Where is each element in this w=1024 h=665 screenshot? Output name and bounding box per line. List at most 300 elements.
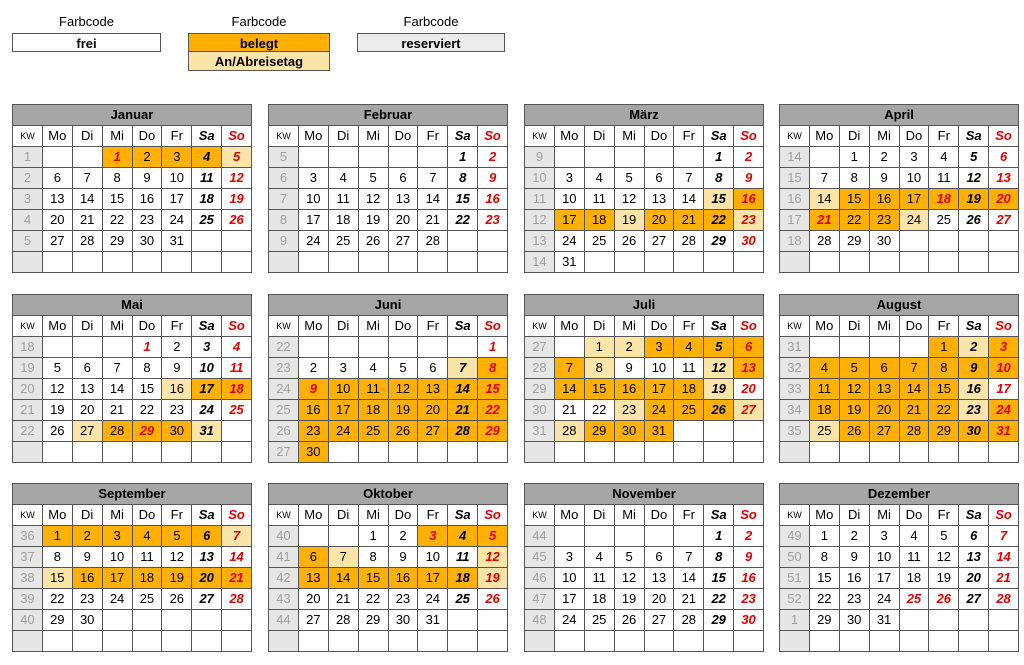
day-cell: 25 [358, 421, 388, 442]
month-mai [12, 294, 252, 463]
month-table [779, 483, 1019, 652]
day-cell: 20 [192, 568, 222, 589]
day-cell [959, 610, 989, 631]
week-row [13, 210, 252, 231]
day-cell: 26 [478, 589, 508, 610]
week-row [269, 421, 508, 442]
day-cell: 27 [869, 421, 899, 442]
legend-box-reserviert: reserviert [357, 33, 505, 52]
day-cell [448, 610, 478, 631]
day-cell: 6 [644, 547, 674, 568]
day-cell: 27 [42, 231, 72, 252]
day-cell: 23 [388, 589, 418, 610]
kw-number: 3 [13, 189, 43, 210]
day-cell: 28 [418, 231, 448, 252]
day-cell: 2 [132, 147, 162, 168]
month-januar [12, 104, 252, 273]
day-cell: 13 [989, 168, 1019, 189]
day-cell: 14 [899, 379, 929, 400]
week-row [780, 168, 1019, 189]
day-cell: 29 [358, 610, 388, 631]
day-cell: 19 [388, 400, 418, 421]
day-cell: 15 [704, 568, 734, 589]
day-cell [358, 147, 388, 168]
day-cell: 31 [644, 421, 674, 442]
day-cell: 18 [584, 210, 614, 231]
day-cell: 17 [328, 400, 358, 421]
day-cell: 9 [388, 547, 418, 568]
day-cell: 2 [734, 147, 764, 168]
day-cell: 4 [584, 547, 614, 568]
day-cell: 18 [448, 568, 478, 589]
day-cell [614, 526, 644, 547]
weekday-header: Do [644, 505, 674, 526]
month-dezember [779, 483, 1019, 652]
day-cell: 2 [72, 526, 102, 547]
week-row [780, 231, 1019, 252]
day-cell [959, 231, 989, 252]
day-cell: 10 [162, 168, 192, 189]
week-row [269, 147, 508, 168]
weekday-header: So [734, 126, 764, 147]
day-cell [328, 442, 358, 463]
day-cell: 17 [869, 568, 899, 589]
day-cell: 4 [132, 526, 162, 547]
kw-number: 5 [269, 147, 299, 168]
day-cell [704, 631, 734, 652]
day-cell [448, 442, 478, 463]
month-table [268, 294, 508, 463]
day-cell: 16 [734, 189, 764, 210]
day-cell: 14 [674, 568, 704, 589]
day-cell: 13 [192, 547, 222, 568]
week-row [525, 610, 764, 631]
kw-number: 5 [13, 231, 43, 252]
day-cell [674, 526, 704, 547]
kw-number: 14 [780, 147, 810, 168]
week-row [269, 337, 508, 358]
day-cell [328, 147, 358, 168]
week-row [269, 526, 508, 547]
weekday-header: Mi [869, 316, 899, 337]
day-cell: 25 [899, 589, 929, 610]
week-row [13, 547, 252, 568]
legend-box-an-abreisetag: An/Abreisetag [188, 52, 330, 71]
kw-number: 30 [525, 400, 555, 421]
day-cell: 24 [554, 231, 584, 252]
weekday-header: So [989, 505, 1019, 526]
day-cell [388, 442, 418, 463]
day-cell: 3 [418, 526, 448, 547]
day-cell: 23 [734, 589, 764, 610]
day-cell: 22 [448, 210, 478, 231]
weekday-header: Mo [809, 316, 839, 337]
day-cell: 30 [72, 610, 102, 631]
day-cell [298, 147, 328, 168]
day-cell: 26 [358, 231, 388, 252]
day-cell [989, 442, 1019, 463]
month-table [779, 104, 1019, 273]
day-cell: 23 [298, 421, 328, 442]
month-august [779, 294, 1019, 463]
day-cell: 7 [674, 168, 704, 189]
weekday-header: Sa [192, 126, 222, 147]
day-cell [809, 252, 839, 273]
day-cell [192, 442, 222, 463]
day-cell [839, 631, 869, 652]
day-cell [448, 337, 478, 358]
day-cell: 26 [222, 210, 252, 231]
day-cell: 15 [42, 568, 72, 589]
month-table [12, 483, 252, 652]
day-cell [584, 442, 614, 463]
day-cell: 5 [959, 147, 989, 168]
day-cell [358, 442, 388, 463]
day-cell: 23 [614, 400, 644, 421]
day-cell [809, 442, 839, 463]
day-cell: 9 [162, 358, 192, 379]
week-row [13, 442, 252, 463]
day-cell: 20 [989, 189, 1019, 210]
week-row [525, 442, 764, 463]
weekday-header: Mo [554, 316, 584, 337]
weekday-header: Sa [448, 505, 478, 526]
day-cell: 25 [132, 589, 162, 610]
day-cell: 29 [102, 231, 132, 252]
day-cell: 13 [388, 189, 418, 210]
day-cell [388, 252, 418, 273]
day-cell: 3 [554, 168, 584, 189]
day-cell: 25 [809, 421, 839, 442]
day-cell: 28 [448, 421, 478, 442]
weekday-header-row [269, 505, 508, 526]
day-cell: 3 [899, 147, 929, 168]
day-cell: 6 [42, 168, 72, 189]
week-row [13, 631, 252, 652]
day-cell: 13 [42, 189, 72, 210]
day-cell: 21 [674, 589, 704, 610]
week-row [780, 631, 1019, 652]
day-cell: 7 [899, 358, 929, 379]
day-cell: 1 [704, 526, 734, 547]
weekday-header: Fr [674, 126, 704, 147]
day-cell: 30 [869, 231, 899, 252]
day-cell [584, 631, 614, 652]
kw-number: 16 [780, 189, 810, 210]
week-row [525, 168, 764, 189]
kw-number: 40 [13, 610, 43, 631]
day-cell: 16 [959, 379, 989, 400]
day-cell [72, 442, 102, 463]
week-row [780, 442, 1019, 463]
weekday-header: Do [899, 316, 929, 337]
day-cell: 11 [132, 547, 162, 568]
day-cell: 23 [869, 210, 899, 231]
week-row [780, 358, 1019, 379]
day-cell: 22 [478, 400, 508, 421]
day-cell: 18 [809, 400, 839, 421]
day-cell: 1 [704, 147, 734, 168]
day-cell: 2 [162, 337, 192, 358]
day-cell: 4 [192, 147, 222, 168]
weekday-header-row [269, 316, 508, 337]
week-row [525, 589, 764, 610]
week-row [525, 231, 764, 252]
day-cell: 14 [674, 189, 704, 210]
weekday-header: So [478, 126, 508, 147]
day-cell: 30 [839, 610, 869, 631]
day-cell: 5 [388, 358, 418, 379]
day-cell: 29 [839, 231, 869, 252]
day-cell: 18 [358, 400, 388, 421]
day-cell: 11 [584, 189, 614, 210]
day-cell: 28 [989, 589, 1019, 610]
day-cell: 8 [132, 358, 162, 379]
kw-number [780, 442, 810, 463]
day-cell: 11 [929, 168, 959, 189]
day-cell: 11 [809, 379, 839, 400]
day-cell [839, 252, 869, 273]
weekday-header: Fr [674, 505, 704, 526]
day-cell: 24 [192, 400, 222, 421]
day-cell: 3 [102, 526, 132, 547]
day-cell [554, 442, 584, 463]
day-cell: 10 [192, 358, 222, 379]
day-cell: 19 [839, 400, 869, 421]
kw-number: 1 [780, 610, 810, 631]
weekday-header: Sa [192, 505, 222, 526]
kw-number: 48 [525, 610, 555, 631]
day-cell: 29 [704, 231, 734, 252]
month-title: April [780, 105, 1019, 126]
legend-title: Farbcode [59, 14, 114, 29]
kw-number [525, 631, 555, 652]
day-cell: 23 [959, 400, 989, 421]
day-cell [734, 631, 764, 652]
day-cell: 21 [72, 210, 102, 231]
day-cell: 11 [899, 547, 929, 568]
day-cell: 29 [809, 610, 839, 631]
day-cell: 21 [222, 568, 252, 589]
day-cell [989, 231, 1019, 252]
day-cell: 12 [358, 189, 388, 210]
day-cell: 17 [554, 589, 584, 610]
day-cell: 30 [734, 610, 764, 631]
day-cell: 14 [448, 379, 478, 400]
day-cell: 14 [328, 568, 358, 589]
kw-number [269, 631, 299, 652]
day-cell: 27 [644, 231, 674, 252]
week-row [780, 337, 1019, 358]
weekday-header: So [734, 316, 764, 337]
day-cell [478, 231, 508, 252]
day-cell: 28 [554, 421, 584, 442]
day-cell: 20 [734, 379, 764, 400]
kw-number: 12 [525, 210, 555, 231]
week-row [525, 210, 764, 231]
weekday-header: Di [584, 126, 614, 147]
day-cell: 18 [584, 589, 614, 610]
day-cell: 2 [959, 337, 989, 358]
week-row [269, 210, 508, 231]
day-cell: 20 [644, 210, 674, 231]
kw-number: 28 [525, 358, 555, 379]
month-table [268, 104, 508, 273]
day-cell: 26 [614, 231, 644, 252]
weekday-header: Sa [704, 316, 734, 337]
kw-number [13, 252, 43, 273]
week-row [525, 526, 764, 547]
day-cell: 9 [734, 547, 764, 568]
day-cell: 3 [989, 337, 1019, 358]
weekday-header: So [989, 126, 1019, 147]
day-cell: 30 [959, 421, 989, 442]
day-cell: 12 [162, 547, 192, 568]
day-cell: 12 [388, 379, 418, 400]
weekday-header: Di [328, 316, 358, 337]
day-cell [192, 231, 222, 252]
day-cell [704, 442, 734, 463]
day-cell: 14 [222, 547, 252, 568]
day-cell [72, 631, 102, 652]
day-cell [614, 252, 644, 273]
weekday-header-row [13, 316, 252, 337]
weekday-header-row [525, 316, 764, 337]
day-cell: 6 [388, 168, 418, 189]
day-cell: 19 [478, 568, 508, 589]
month-title-row [13, 105, 252, 126]
weekday-header: Do [388, 505, 418, 526]
weekday-header: Fr [674, 316, 704, 337]
day-cell [162, 252, 192, 273]
day-cell: 17 [989, 379, 1019, 400]
weekday-header: Fr [162, 316, 192, 337]
day-cell [102, 442, 132, 463]
day-cell [298, 252, 328, 273]
day-cell: 17 [192, 379, 222, 400]
week-row [525, 358, 764, 379]
day-cell: 20 [418, 400, 448, 421]
week-row [13, 526, 252, 547]
weekday-header: Sa [959, 316, 989, 337]
day-cell: 7 [674, 547, 704, 568]
day-cell: 29 [132, 421, 162, 442]
day-cell: 29 [704, 610, 734, 631]
day-cell: 26 [959, 210, 989, 231]
day-cell: 30 [298, 442, 328, 463]
month-title: Mai [13, 295, 252, 316]
day-cell [478, 442, 508, 463]
kw-number [269, 252, 299, 273]
day-cell: 4 [929, 147, 959, 168]
week-row [780, 547, 1019, 568]
kw-number: 10 [525, 168, 555, 189]
weekday-header: Sa [704, 505, 734, 526]
day-cell: 9 [614, 358, 644, 379]
day-cell [674, 252, 704, 273]
day-cell: 2 [478, 147, 508, 168]
week-row [269, 568, 508, 589]
day-cell [162, 442, 192, 463]
kw-number: 25 [269, 400, 299, 421]
day-cell: 6 [644, 168, 674, 189]
day-cell [869, 442, 899, 463]
weekday-header: Mi [614, 505, 644, 526]
kw-number: 1 [13, 147, 43, 168]
day-cell: 12 [42, 379, 72, 400]
day-cell: 9 [478, 168, 508, 189]
day-cell: 11 [448, 547, 478, 568]
kw-number [780, 252, 810, 273]
day-cell: 5 [358, 168, 388, 189]
day-cell: 21 [899, 400, 929, 421]
weekday-header: Fr [418, 316, 448, 337]
weekday-header: So [478, 505, 508, 526]
day-cell: 5 [222, 147, 252, 168]
month-table [12, 104, 252, 273]
day-cell: 26 [42, 421, 72, 442]
day-cell: 10 [989, 358, 1019, 379]
day-cell: 25 [929, 210, 959, 231]
day-cell: 20 [298, 589, 328, 610]
day-cell: 21 [809, 210, 839, 231]
day-cell [929, 252, 959, 273]
day-cell: 11 [584, 568, 614, 589]
day-cell: 16 [132, 189, 162, 210]
day-cell: 9 [734, 168, 764, 189]
day-cell [162, 631, 192, 652]
kw-header: KW [269, 126, 299, 147]
day-cell [478, 252, 508, 273]
day-cell [102, 610, 132, 631]
day-cell: 30 [614, 421, 644, 442]
weekday-header: Do [132, 126, 162, 147]
day-cell: 15 [704, 189, 734, 210]
day-cell: 31 [869, 610, 899, 631]
day-cell: 25 [192, 210, 222, 231]
day-cell: 2 [839, 526, 869, 547]
weekday-header: So [222, 126, 252, 147]
day-cell: 21 [102, 400, 132, 421]
day-cell: 24 [328, 421, 358, 442]
day-cell: 24 [162, 210, 192, 231]
day-cell: 3 [298, 168, 328, 189]
weekday-header: Do [132, 505, 162, 526]
day-cell: 7 [418, 168, 448, 189]
weekday-header: Do [388, 316, 418, 337]
day-cell: 16 [734, 568, 764, 589]
day-cell: 3 [869, 526, 899, 547]
day-cell: 30 [388, 610, 418, 631]
kw-number: 46 [525, 568, 555, 589]
month-maerz [524, 104, 764, 273]
weekday-header-row [525, 126, 764, 147]
day-cell: 18 [328, 210, 358, 231]
day-cell: 1 [809, 526, 839, 547]
day-cell [358, 337, 388, 358]
day-cell: 6 [298, 547, 328, 568]
day-cell: 2 [298, 358, 328, 379]
month-oktober [268, 483, 508, 652]
day-cell [222, 252, 252, 273]
week-row [13, 147, 252, 168]
day-cell: 26 [839, 421, 869, 442]
legend-reserviert [357, 14, 505, 52]
day-cell: 14 [72, 189, 102, 210]
day-cell: 27 [388, 231, 418, 252]
day-cell: 12 [959, 168, 989, 189]
day-cell: 19 [222, 189, 252, 210]
